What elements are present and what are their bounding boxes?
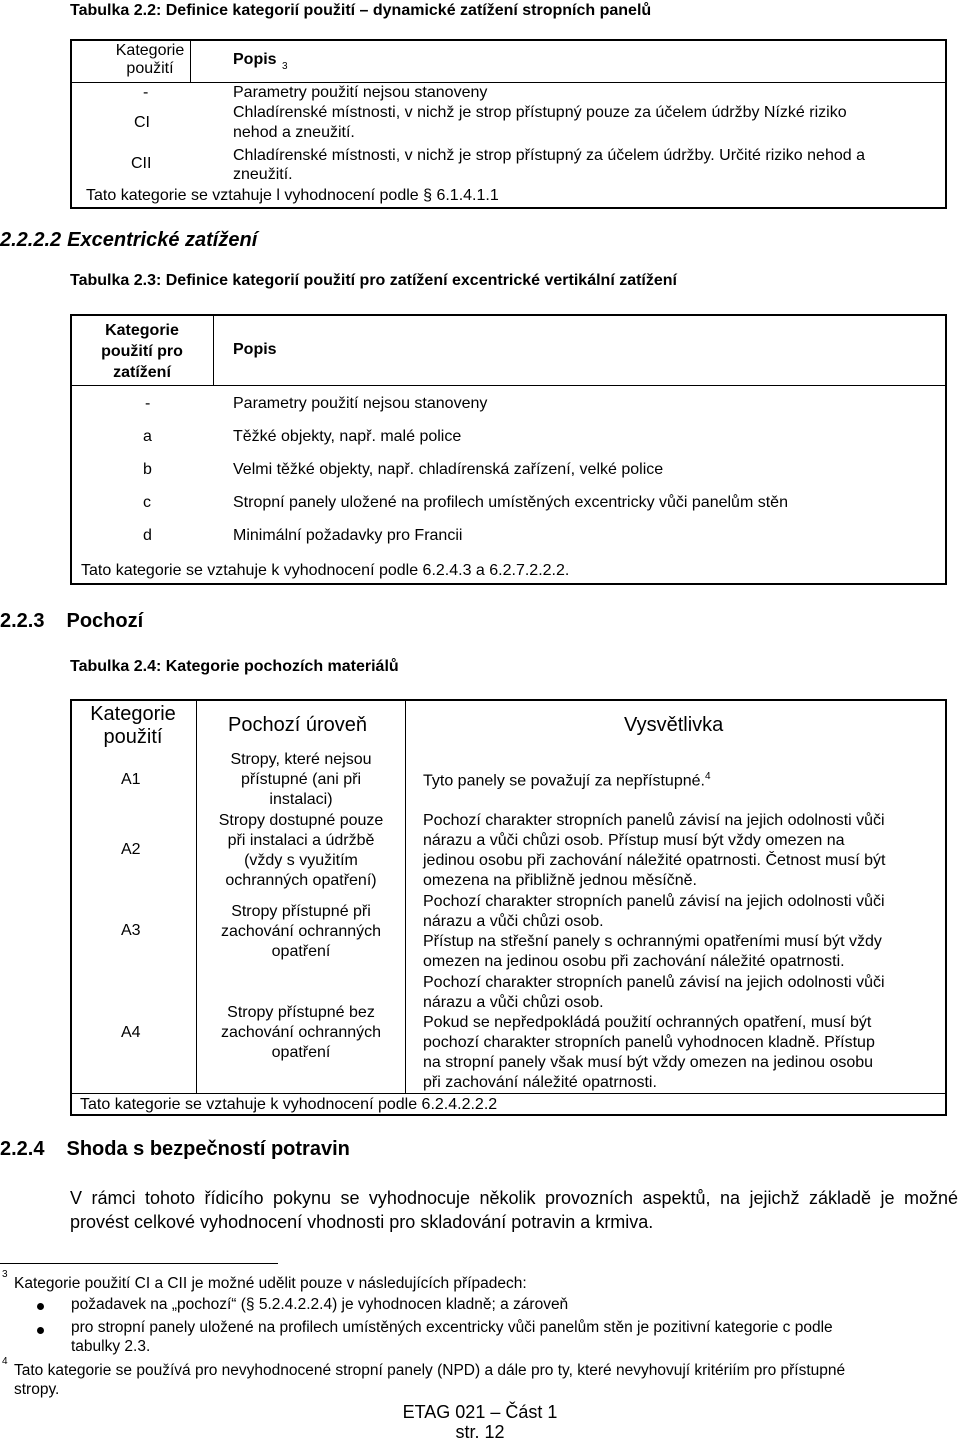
footnote-ref-3: 3 — [282, 61, 288, 72]
table22-header-description: Popis — [233, 51, 277, 68]
section-heading: 2.2.3 Pochozí — [0, 610, 144, 632]
table22-header-category: Kategorie použití 3 — [115, 42, 288, 77]
table24-row-level: Stropy, které nejsou přístupné (ani při instalaci) — [230, 751, 372, 808]
footnote-text: stropy. — [14, 1381, 60, 1398]
table24-row-cat: A4 — [121, 1024, 141, 1041]
table23-footer: Tato kategorie se vztahuje k vyhodnocení podle 6.2.4.3 a 6.2.7.2.2.2. — [81, 562, 570, 579]
footnote-bullet: požadavek na „pochozí“ (§ 5.2.4.2.2.4) je vyhodnocen kladně; a zároveň — [71, 1296, 569, 1313]
table23-row-cat: b — [143, 461, 152, 478]
section-paragraph: V rámci tohoto řídicího pokynu se vyhodnocuje několik provozních aspektů, na jejichž základě je možné provést celkové vyhodnocení vhodnosti pro skladování potravin a krmiva. — [70, 1188, 958, 1232]
table23-caption: Tabulka 2.3: Definice kategorií použití pro zatížení excentrické vertikální zatížení — [70, 272, 677, 289]
footer-document: ETAG 021 – Část 1 — [402, 1402, 558, 1422]
table22-row-desc: Parametry použití nejsou stanoveny — [233, 84, 488, 101]
table24-row-cat: A1 — [121, 771, 141, 788]
table24-header-category: Kategorie použití — [90, 703, 176, 748]
table24-row-cat: A3 — [121, 922, 141, 939]
table22-row-desc: zneužití. — [233, 166, 293, 183]
bullet-icon — [37, 1327, 44, 1334]
table23-header-description: Popis — [233, 341, 277, 358]
footnote-bullet: tabulky 2.3. — [71, 1338, 151, 1355]
table23-row-cat: c — [143, 494, 151, 511]
table24-header-explanation: Vysvětlivka — [624, 714, 724, 736]
table22-caption: Tabulka 2.2: Definice kategorií použití – dynamické zatížení stropních panelů — [70, 2, 652, 19]
footnote-ref-4: 4 — [704, 771, 711, 782]
table24-row-level: Stropy přístupné bez zachování ochranných opatření — [220, 1004, 382, 1061]
table22-header-divider — [190, 40, 191, 82]
table24-row-explanation: Pochozí charakter stropních panelů závisí na jejich odolnosti vůči nárazu a vůči chůzi osob. Pokud se nepředpokládá použití ochranných opatření, musí být pochozí charakter stropních panelů vyhodnocen kladně. Přístup na stropní panely však musí být vždy omezen na jedinou osobu při zachování náležité opatrnosti. — [423, 974, 885, 1091]
table22-row-desc: Chladírenské místnosti, v nichž je strop přístupný za účelem údržby. Určité riziko nehod a — [233, 147, 865, 164]
table22-row-cat: CI — [134, 114, 150, 131]
table23-row-desc: Těžké objekty, např. malé police — [233, 428, 462, 445]
footnote-mark: 3 — [2, 1269, 8, 1280]
table24-caption: Tabulka 2.4: Kategorie pochozích materiálů — [70, 658, 399, 675]
table24-col-divider — [405, 700, 406, 1093]
table24-row-cat: A2 — [121, 841, 141, 858]
footnote-bullet: pro stropní panely uložené na profilech umístěných excentricky vůči panelům stěn je pozitivní kategorie c podle — [71, 1319, 833, 1336]
footer-page-number: str. 12 — [455, 1422, 505, 1442]
table24-row-explanation: Pochozí charakter stropních panelů závisí na jejich odolnosti vůči nárazu a vůči chůzi osob. Přístup na střešní panely s ochrannými opatřeními musí být vždy omezen na jedinou osobu při zachování náležité opatrnosti. — [423, 893, 885, 970]
table23-header-rule — [71, 385, 945, 386]
table23-row-cat: d — [143, 527, 152, 544]
table24-footer: Tato kategorie se vztahuje k vyhodnocení podle 6.2.4.2.2.2 — [80, 1096, 498, 1113]
table23-header-divider — [213, 315, 214, 385]
table24-header-level: Pochozí úroveň — [228, 714, 367, 736]
table23-row-desc: Minimální požadavky pro Francii — [233, 527, 463, 544]
table23-row-desc: Velmi těžké objekty, např. chladírenská zařízení, velké police — [233, 461, 664, 478]
table22-row-cat: CII — [131, 155, 152, 172]
table23-header-category: Kategorie použití pro zatížení — [101, 322, 183, 381]
section-heading: 2.2.4 Shoda s bezpečností potravin — [0, 1138, 350, 1160]
table22-header-rule — [71, 82, 945, 83]
table24-row-explanation: Tyto panely se považují za nepřístupné.$^4$ — [423, 771, 711, 790]
table23-row-cat: - — [145, 395, 151, 412]
footnote-text: Tato kategorie se používá pro nevyhodnocené stropní panely (NPD) a dále pro ty, které nevyhovují kritériím pro přístupné — [14, 1362, 846, 1379]
table22-footer: Tato kategorie se vztahuje l vyhodnocení podle § 6.1.4.1.1 — [86, 187, 499, 204]
table23-row-cat: a — [143, 428, 152, 445]
table22-row-desc: nehod a zneužití. — [233, 124, 355, 141]
table22 — [70, 39, 947, 209]
bullet-icon — [37, 1303, 44, 1310]
footnote-separator — [0, 1263, 278, 1264]
table24-footer-rule — [71, 1093, 945, 1094]
footnote-mark: 4 — [2, 1356, 8, 1367]
table22-row-cat: - — [143, 84, 149, 101]
table24-row-level: Stropy přístupné při zachování ochranných opatření — [220, 903, 382, 960]
section-heading: 2.2.2.2 Excentrické zatížení — [0, 229, 258, 251]
table23-row-desc: Parametry použití nejsou stanoveny — [233, 395, 488, 412]
table22-row-desc: Chladírenské místnosti, v nichž je strop přístupný pouze za účelem údržby Nízké riziko — [233, 104, 847, 121]
table24-row-level: Stropy dostupné pouze při instalaci a údržbě (vždy s využitím ochranných opatření) — [218, 812, 384, 889]
table23-row-desc: Stropní panely uložené na profilech umístěných excentricky vůči panelům stěn — [233, 494, 788, 511]
footnote-text: Kategorie použití CI a CII je možné udělit pouze v následujících případech: — [14, 1275, 527, 1292]
table24-row-explanation: Pochozí charakter stropních panelů závisí na jejich odolnosti vůči nárazu a vůči chůzi osob. Přístup musí být vždy omezen na jedinou osobu při zachování náležité opatrnosti. Četnost musí být omezena na přibližně jednou měsíčně. — [423, 812, 886, 889]
